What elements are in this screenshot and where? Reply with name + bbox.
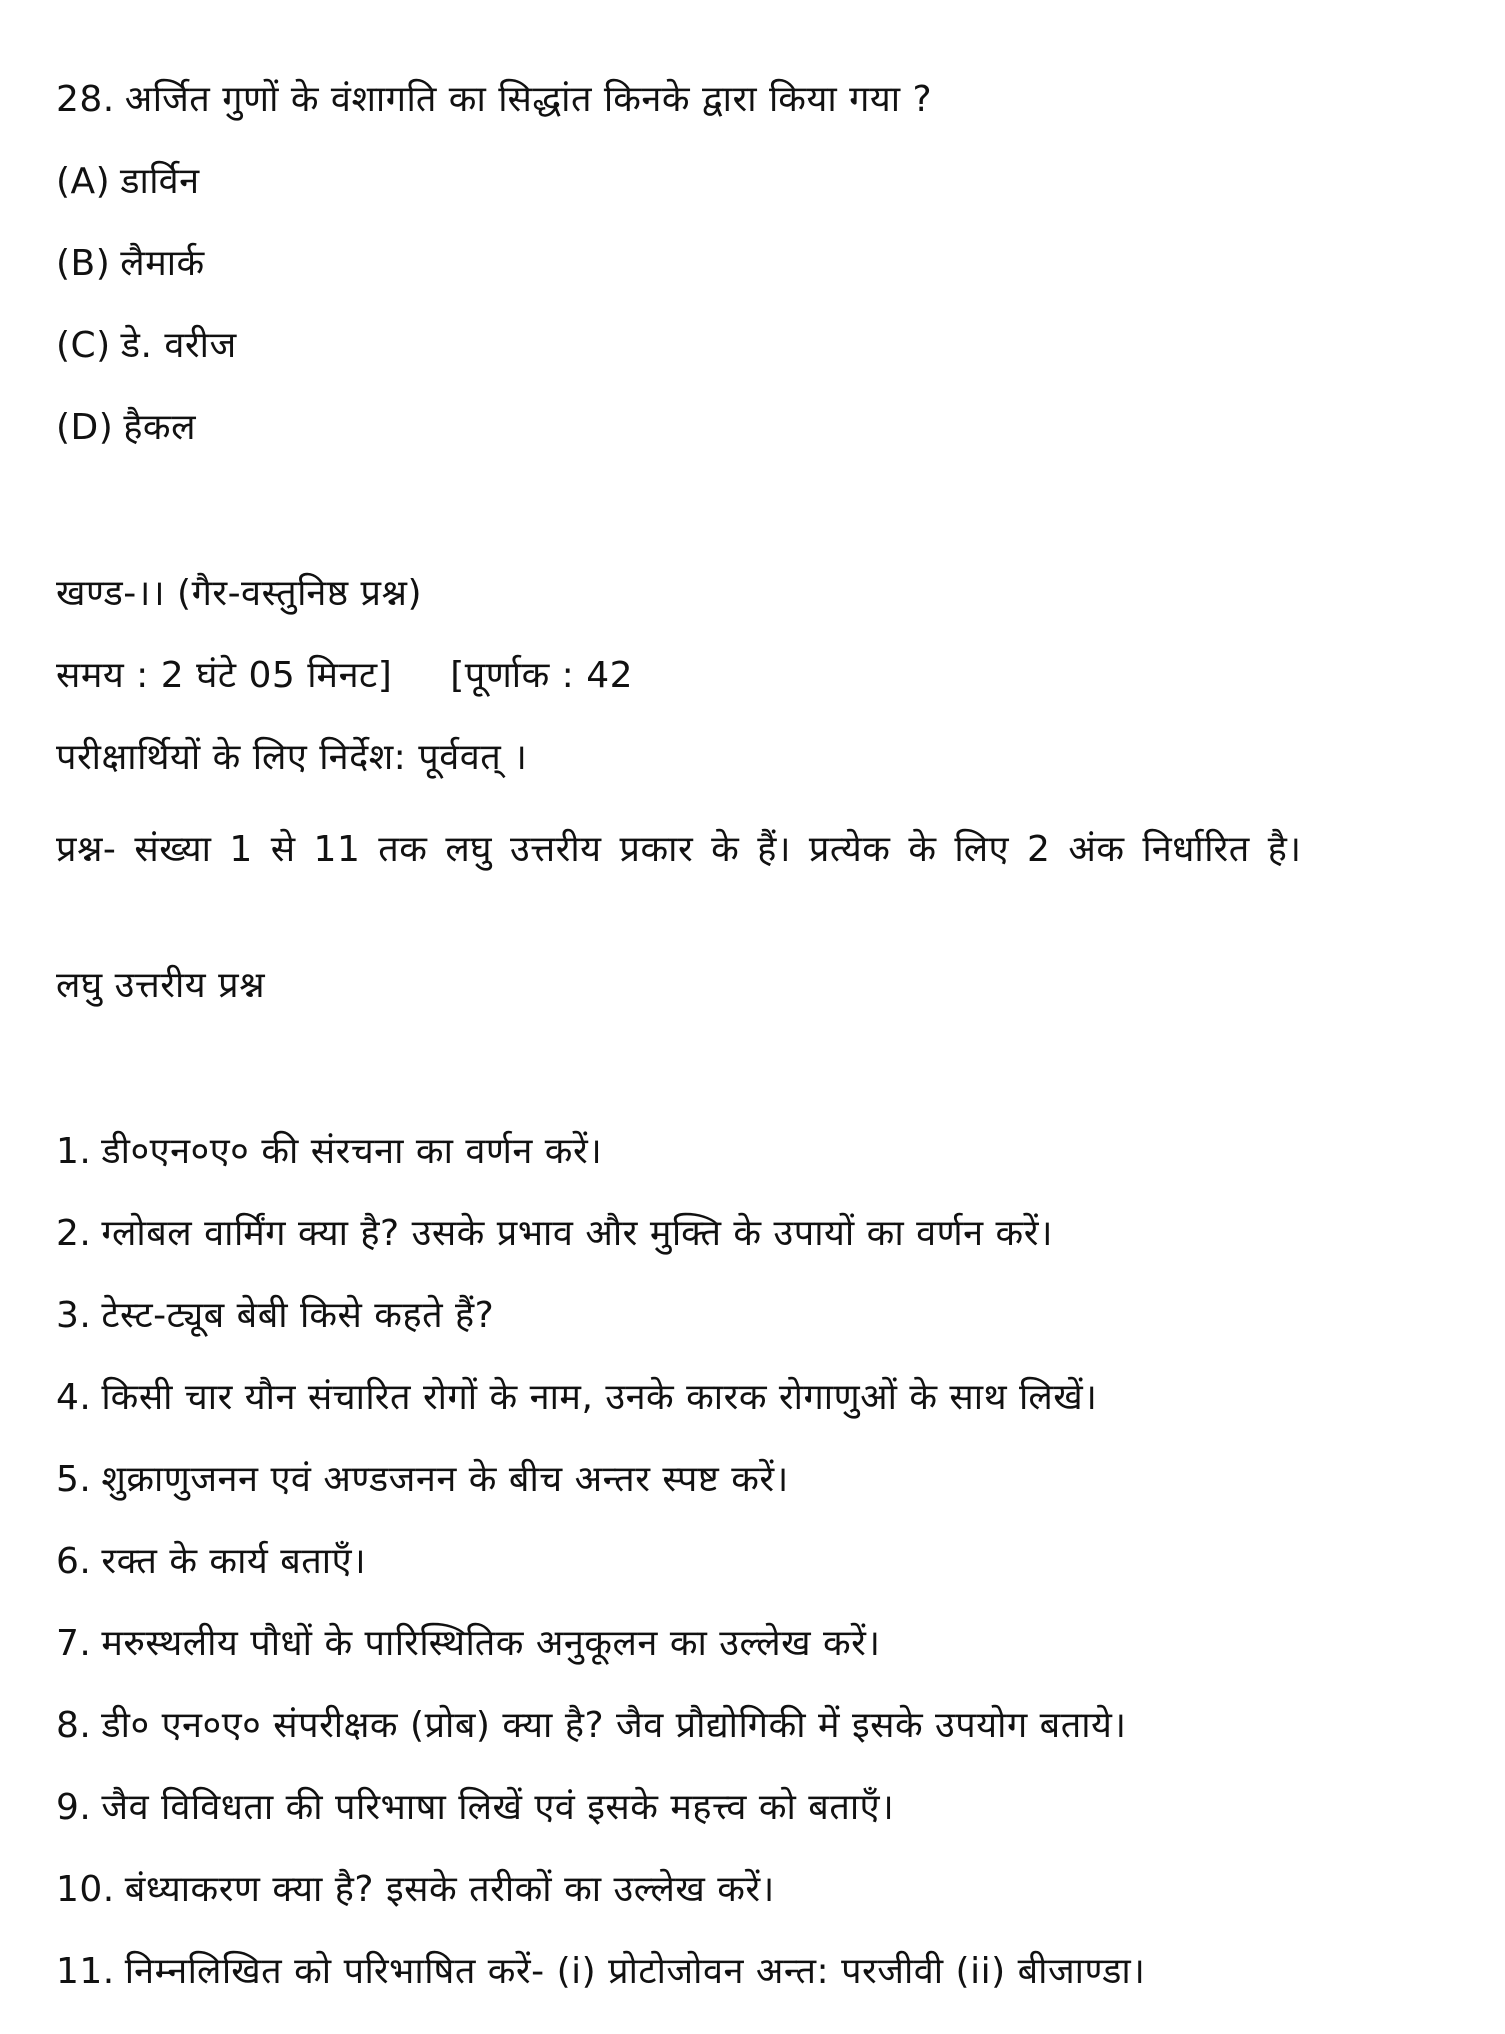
mcq-option-b bbox=[56, 242, 1456, 286]
question-number: 6. bbox=[56, 1541, 92, 1582]
question-text: जैव विविधता की परिभाषा लिखें एवं इसके महत्त्व को बताएँ। bbox=[101, 1787, 895, 1828]
section-title: खण्ड-।। (गैर-वस्तुनिष्ठ प्रश्न) bbox=[56, 573, 423, 614]
question-number: 9. bbox=[56, 1787, 92, 1828]
list-item bbox=[56, 1950, 1456, 1994]
question-text: रक्त के कार्य बताएँ। bbox=[101, 1541, 367, 1582]
question-number: 8. bbox=[56, 1705, 92, 1746]
list-item bbox=[56, 1622, 1456, 1666]
list-item bbox=[56, 1212, 1456, 1256]
question-text: डी० एन०ए० संपरीक्षक (प्रोब) क्या है? जैव प्रौद्योगिकी में इसके उपयोग बताये। bbox=[101, 1705, 1127, 1746]
option-text: लैमार्क bbox=[120, 243, 205, 284]
list-item bbox=[56, 1868, 1456, 1912]
list-item bbox=[56, 1130, 1456, 1174]
question-number: 28. bbox=[56, 79, 115, 120]
question-text: मरुस्थलीय पौधों के पारिस्थितिक अनुकूलन का उल्लेख करें। bbox=[101, 1623, 881, 1664]
question-text: अर्जित गुणों के वंशागति का सिद्धांत किनके द्वारा किया गया ? bbox=[124, 79, 933, 120]
option-text: हैकल bbox=[123, 407, 196, 448]
time-allowed: समय : 2 घंटे 05 मिनट] bbox=[56, 655, 393, 696]
question-number: 10. bbox=[56, 1869, 115, 1910]
option-key: (D) bbox=[56, 407, 114, 448]
mcq-question bbox=[56, 78, 1456, 122]
question-text: बंध्याकरण क्या है? इसके तरीकों का उल्लेख करें। bbox=[124, 1869, 775, 1910]
time-marks-line bbox=[56, 654, 1456, 698]
question-text: किसी चार यौन संचारित रोगों के नाम, उनके कारक रोगाणुओं के साथ लिखें। bbox=[101, 1377, 1098, 1418]
question-number: 5. bbox=[56, 1459, 92, 1500]
question-text: निम्नलिखित को परिभाषित करें- (i) प्रोटोजोवन अन्त: परजीवी (ii) बीजाण्डा। bbox=[124, 1951, 1146, 1992]
option-key: (C) bbox=[56, 325, 111, 366]
mcq-option-c bbox=[56, 324, 1456, 368]
option-key: (B) bbox=[56, 243, 111, 284]
question-text: ग्लोबल वार्मिंग क्या है? उसके प्रभाव और मुक्ति के उपायों का वर्णन करें। bbox=[101, 1213, 1054, 1254]
question-text: शुक्राणुजनन एवं अण्डजनन के बीच अन्तर स्पष्ट करें। bbox=[101, 1459, 789, 1500]
question-number: 4. bbox=[56, 1377, 92, 1418]
list-item bbox=[56, 1704, 1456, 1748]
list-item bbox=[56, 1294, 1456, 1338]
question-number: 1. bbox=[56, 1131, 92, 1172]
list-item bbox=[56, 1540, 1456, 1584]
option-text: डार्विन bbox=[120, 161, 200, 202]
question-text: टेस्ट-ट्यूब बेबी किसे कहते हैं? bbox=[101, 1295, 495, 1336]
list-item bbox=[56, 1786, 1456, 1830]
option-key: (A) bbox=[56, 161, 111, 202]
list-item bbox=[56, 1376, 1456, 1420]
section-note: प्रश्न- संख्या 1 से 11 तक लघु उत्तरीय प्रकार के हैं। प्रत्येक के लिए 2 अंक निर्धारित है। bbox=[56, 829, 1302, 870]
question-text: डी०एन०ए० की संरचना का वर्णन करें। bbox=[101, 1131, 603, 1172]
question-number: 3. bbox=[56, 1295, 92, 1336]
instructions: परीक्षार्थियों के लिए निर्देश: पूर्ववत् । bbox=[56, 737, 528, 778]
mcq-option-a bbox=[56, 160, 1456, 204]
option-text: डे. वरीज bbox=[120, 325, 237, 366]
question-number: 7. bbox=[56, 1623, 92, 1664]
question-number: 2. bbox=[56, 1213, 92, 1254]
question-number: 11. bbox=[56, 1951, 115, 1992]
mcq-option-d bbox=[56, 406, 1456, 450]
list-item bbox=[56, 1458, 1456, 1502]
full-marks: [पूर्णाक : 42 bbox=[450, 655, 634, 696]
section-subheading: लघु उत्तरीय प्रश्न bbox=[56, 965, 266, 1006]
